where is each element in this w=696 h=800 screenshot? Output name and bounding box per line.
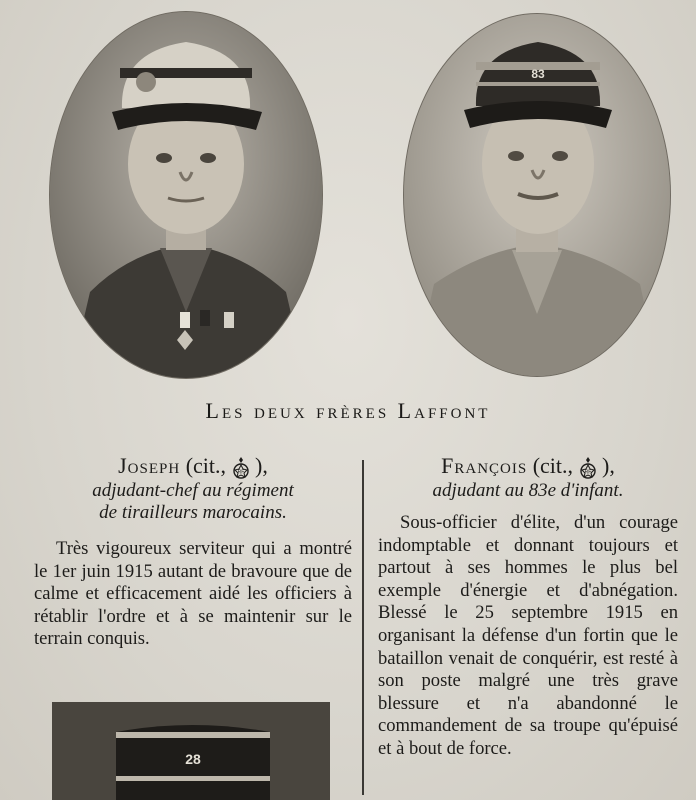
name-line-joseph	[34, 452, 352, 480]
column-divider	[362, 460, 364, 795]
name-line-francois	[378, 452, 678, 480]
name-francois: François	[441, 453, 528, 478]
column-francois	[378, 452, 678, 761]
medal-emblem: RF	[584, 469, 591, 476]
war-cross-icon	[580, 456, 596, 480]
citation-open: (cit.,	[185, 453, 227, 478]
citation-text-joseph: Très vigoureux serviteur qui a montré le 1er juin 1915 autant de bravoure que de calme et efficacement aidé les officiers à rétablir l'ordre et à se maintenir sur le terrain conquis.	[34, 538, 352, 650]
portrait-bottom-partial	[52, 702, 330, 800]
citation-close: ),	[602, 453, 615, 478]
column-joseph	[34, 452, 352, 651]
citation-text-francois: Sous-officier d'élite, d'un courage indomptable et donnant toujours et partout à ses hommes le plus bel exemple d'énergie et d'abnégation. Blessé le 25 septembre 1915 en organisant la défense d'un fortin que le bataillon venait de conquérir, est resté à son poste malgré une très grave blessure et n'a abandonné le commandement de sa troupe qu'épuisé et à bout de force.	[378, 512, 678, 759]
citation-open: (cit.,	[532, 453, 574, 478]
medal-emblem: RF	[237, 469, 244, 476]
citation-close: ),	[255, 453, 268, 478]
portrait-francois	[404, 14, 670, 376]
name-joseph: Joseph	[118, 453, 181, 478]
war-cross-icon	[233, 456, 249, 480]
rank-francois: adjudant au 83e d'infant.	[432, 480, 624, 501]
cap-number-bottom: 28	[185, 751, 201, 767]
rank-joseph-line1: adjudant-chef au régiment	[92, 480, 294, 501]
page-title: Les deux frères Laffont	[205, 398, 491, 423]
rank-joseph-line2: de tirailleurs marocains.	[99, 502, 287, 523]
cap-number-right: 83	[531, 67, 545, 81]
portrait-joseph	[50, 12, 322, 378]
